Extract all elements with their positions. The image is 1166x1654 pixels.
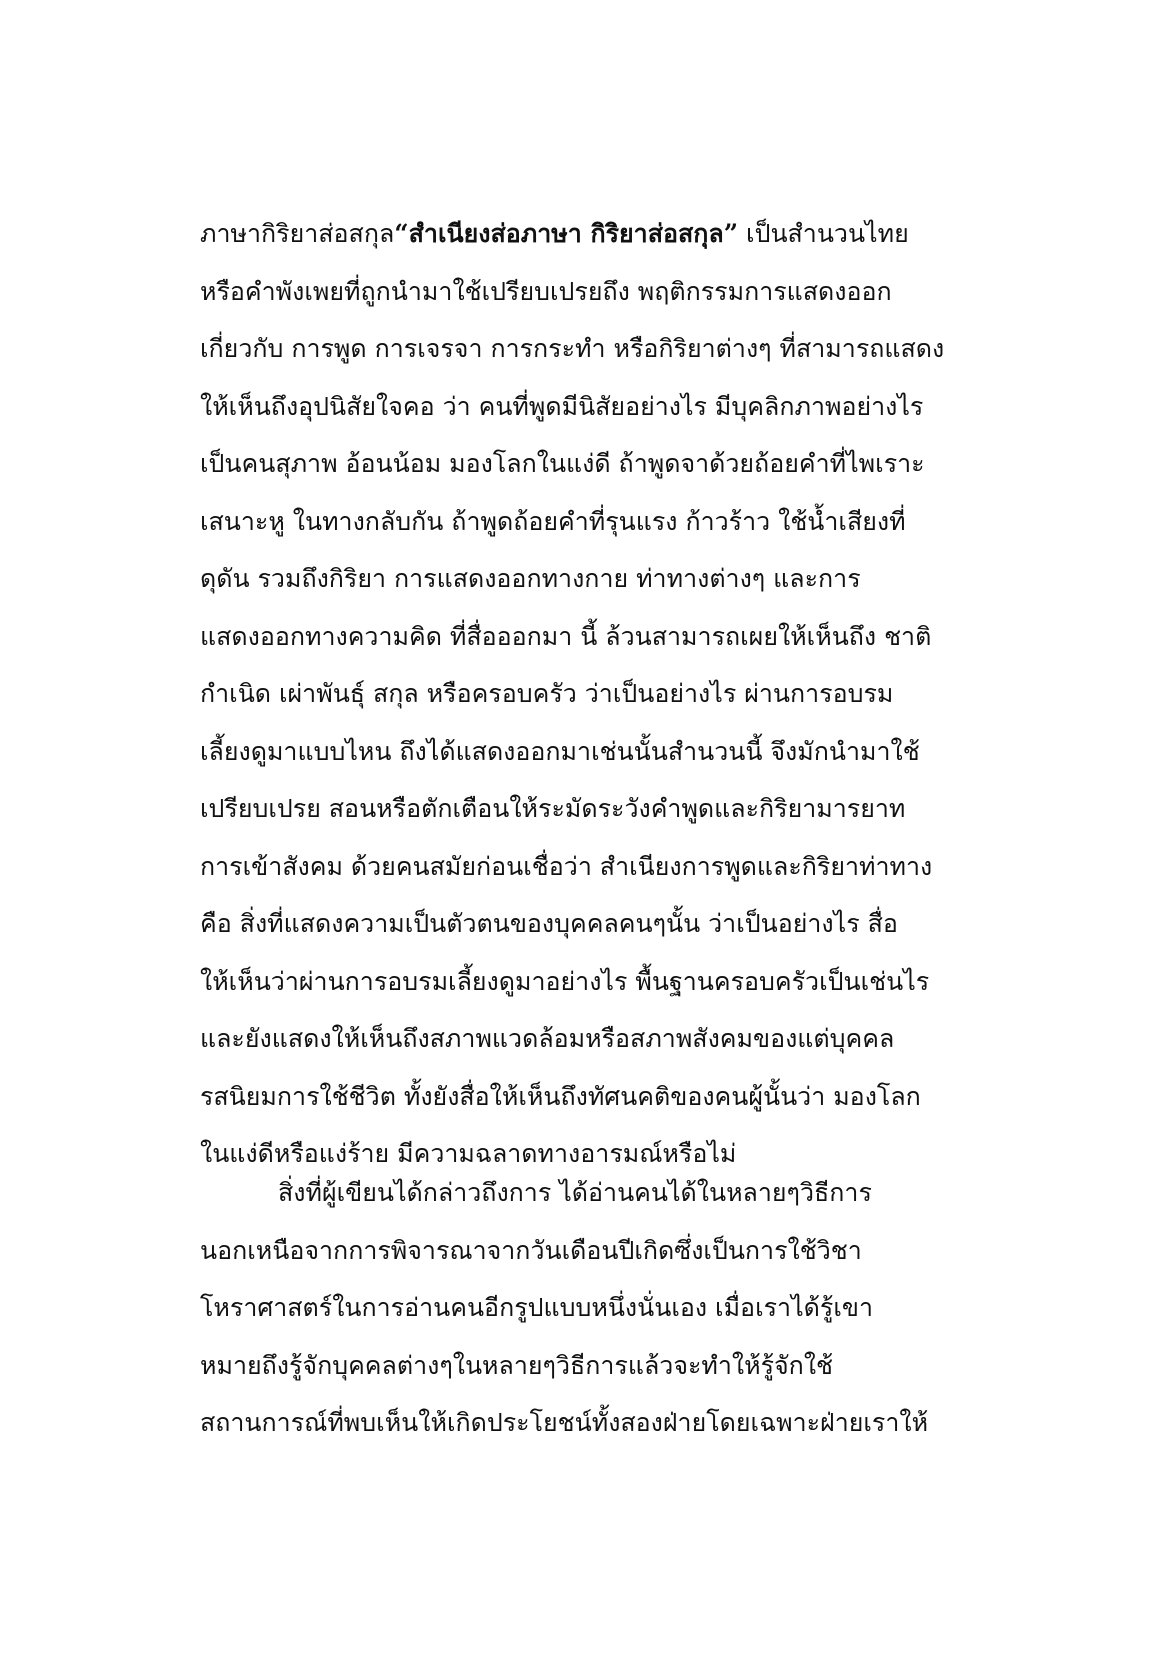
paragraph-line xyxy=(200,205,980,263)
paragraph-line: และยังแสดงให้เห็นถึงสภาพแวดล้อมหรือสภาพสังคมของแต่บุคคล xyxy=(200,1024,895,1053)
paragraph-line: ให้เห็นถึงอุปนิสัยใจคอ ว่า คนที่พูดมีนิสัยอย่างไร มีบุคลิกภาพอย่างไร xyxy=(200,391,924,421)
paragraph-line: สิ่งที่ผู้เขียนได้กล่าวถึงการ ได้อ่านคนได้ในหลายๆวิธีการ xyxy=(278,1178,872,1207)
paragraph-line: ในแง่ดีหรือแง่ร้าย มีความฉลาดทางอารมณ์หรือไม่ xyxy=(200,1139,737,1168)
paragraph-line: แสดงออกทางความคิด ที่สื่อออกมา นี้ ล้วนสามารถเผยให้เห็นถึง ชาติ xyxy=(200,621,932,651)
paragraph-line: หมายถึงรู้จักบุคคลต่างๆในหลายๆวิธีการแล้วจะทำให้รู้จักใช้ xyxy=(200,1350,833,1380)
paragraph-line: เสนาะหู ในทางกลับกัน ถ้าพูดถ้อยคำที่รุนแรง ก้าวร้าว ใช้น้ำเสียงที่ xyxy=(200,506,906,536)
line-text: เป็นสำนวนไทย xyxy=(738,219,909,248)
line-text: ภาษากิริยาส่อสกุล xyxy=(200,219,395,248)
paragraph-line: ให้เห็นว่าผ่านการอบรมเลี้ยงดูมาอย่างไร พื้นฐานครอบครัวเป็นเช่นไร xyxy=(200,966,930,996)
paragraph-2 xyxy=(200,1164,980,1452)
paragraph-line: เป็นคนสุภาพ อ้อนน้อม มองโลกในแง่ดี ถ้าพูดจาด้วยถ้อยคำที่ไพเราะ xyxy=(200,449,925,478)
idiom-quote: “สำเนียงส่อภาษา กิริยาส่อสกุล” xyxy=(394,219,739,248)
paragraph-line: เลี้ยงดูมาแบบไหน ถึงได้แสดงออกมาเช่นนั้นสำนวนนี้ จึงมักนำมาใช้ xyxy=(200,736,920,766)
paragraph-line: สถานการณ์ที่พบเห็นให้เกิดประโยชน์ทั้งสองฝ่ายโดยเฉพาะฝ่ายเราให้ xyxy=(200,1408,929,1437)
paragraph-line: รสนิยมการใช้ชีวิต ทั้งยังสื่อให้เห็นถึงทัศนคติของคนผู้นั้นว่า มองโลก xyxy=(200,1081,921,1111)
paragraph-line: คือ สิ่งที่แสดงความเป็นตัวตนของบุคคลคนๆนั้น ว่าเป็นอย่างไร สื่อ xyxy=(200,909,898,938)
paragraph-line: โหราศาสตร์ในการอ่านคนอีกรูปแบบหนึ่งนั่นเอง เมื่อเราได้รู้เขา xyxy=(200,1293,873,1322)
paragraph-line: การเข้าสังคม ด้วยคนสมัยก่อนเชื่อว่า สำเนียงการพูดและกิริยาท่าทาง xyxy=(200,851,933,881)
paragraph-line: กำเนิด เผ่าพันธุ์ สกุล หรือครอบครัว ว่าเป็นอย่างไร ผ่านการอบรม xyxy=(200,679,894,708)
paragraph-line: หรือคำพังเพยที่ถูกนำมาใช้เปรียบเปรยถึง พฤติกรรมการแสดงออก xyxy=(200,276,892,306)
paragraph-line: เกี่ยวกับ การพูด การเจรจา การกระทำ หรือกิริยาต่างๆ ที่สามารถแสดง xyxy=(200,334,945,363)
paragraph-1 xyxy=(200,205,980,1183)
paragraph-line: นอกเหนือจากการพิจารณาจากวันเดือนปีเกิดซึ่งเป็นการใช้วิชา xyxy=(200,1235,862,1265)
paragraph-line: ดุดัน รวมถึงกิริยา การแสดงออกทางกาย ท่าทางต่างๆ และการ xyxy=(200,564,861,593)
paragraph-line: เปรียบเปรย สอนหรือตักเตือนให้ระมัดระวังคำพูดและกิริยามารยาท xyxy=(200,794,906,823)
